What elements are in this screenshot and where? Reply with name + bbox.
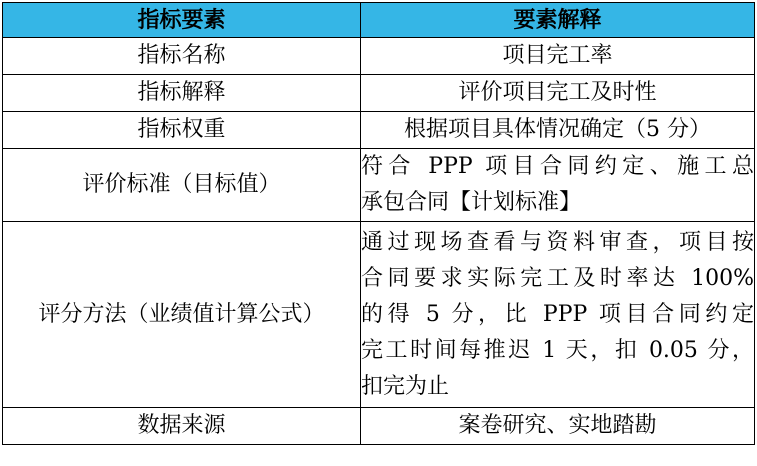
row-label-data-source: 数据来源 xyxy=(3,408,361,445)
value-line: 承包合同【计划标准】 xyxy=(361,190,582,215)
row-label-indicator-name: 指标名称 xyxy=(3,38,361,75)
table-row xyxy=(3,408,755,445)
table-row xyxy=(3,75,755,112)
row-value-data-source: 案卷研究、实地踏勘 xyxy=(361,408,755,445)
row-value-scoring-method xyxy=(361,222,755,408)
header-cell-element: 指标要素 xyxy=(3,3,361,38)
table-row xyxy=(3,149,755,222)
row-value-indicator-name: 项目完工率 xyxy=(361,38,755,75)
row-label-evaluation-standard: 评价标准（目标值） xyxy=(3,149,361,222)
row-label-scoring-method: 评分方法（业绩值计算公式） xyxy=(3,222,361,408)
value-line: 通过现场查看与资料审查，项目按 xyxy=(361,229,754,255)
header-cell-explanation: 要素解释 xyxy=(361,3,755,38)
header-row xyxy=(3,3,755,38)
indicator-table xyxy=(2,2,755,445)
table-row xyxy=(3,38,755,75)
row-value-evaluation-standard xyxy=(361,149,755,222)
value-line: 扣完为止 xyxy=(361,373,450,399)
value-line: 完工时间每推迟 1 天，扣 0.05 分， xyxy=(361,337,754,363)
table-row xyxy=(3,112,755,149)
row-label-indicator-explanation: 指标解释 xyxy=(3,75,361,112)
table-row xyxy=(3,222,755,408)
row-value-indicator-weight: 根据项目具体情况确定（5 分） xyxy=(361,112,755,149)
value-line: 的得 5 分，比 PPP 项目合同约定 xyxy=(361,301,754,327)
row-value-indicator-explanation: 评价项目完工及时性 xyxy=(361,75,755,112)
value-line: 合同要求实际完工及时率达 100% xyxy=(361,265,754,291)
value-line: 符合 PPP 项目合同约定、施工总 xyxy=(361,154,754,179)
row-label-indicator-weight: 指标权重 xyxy=(3,112,361,149)
